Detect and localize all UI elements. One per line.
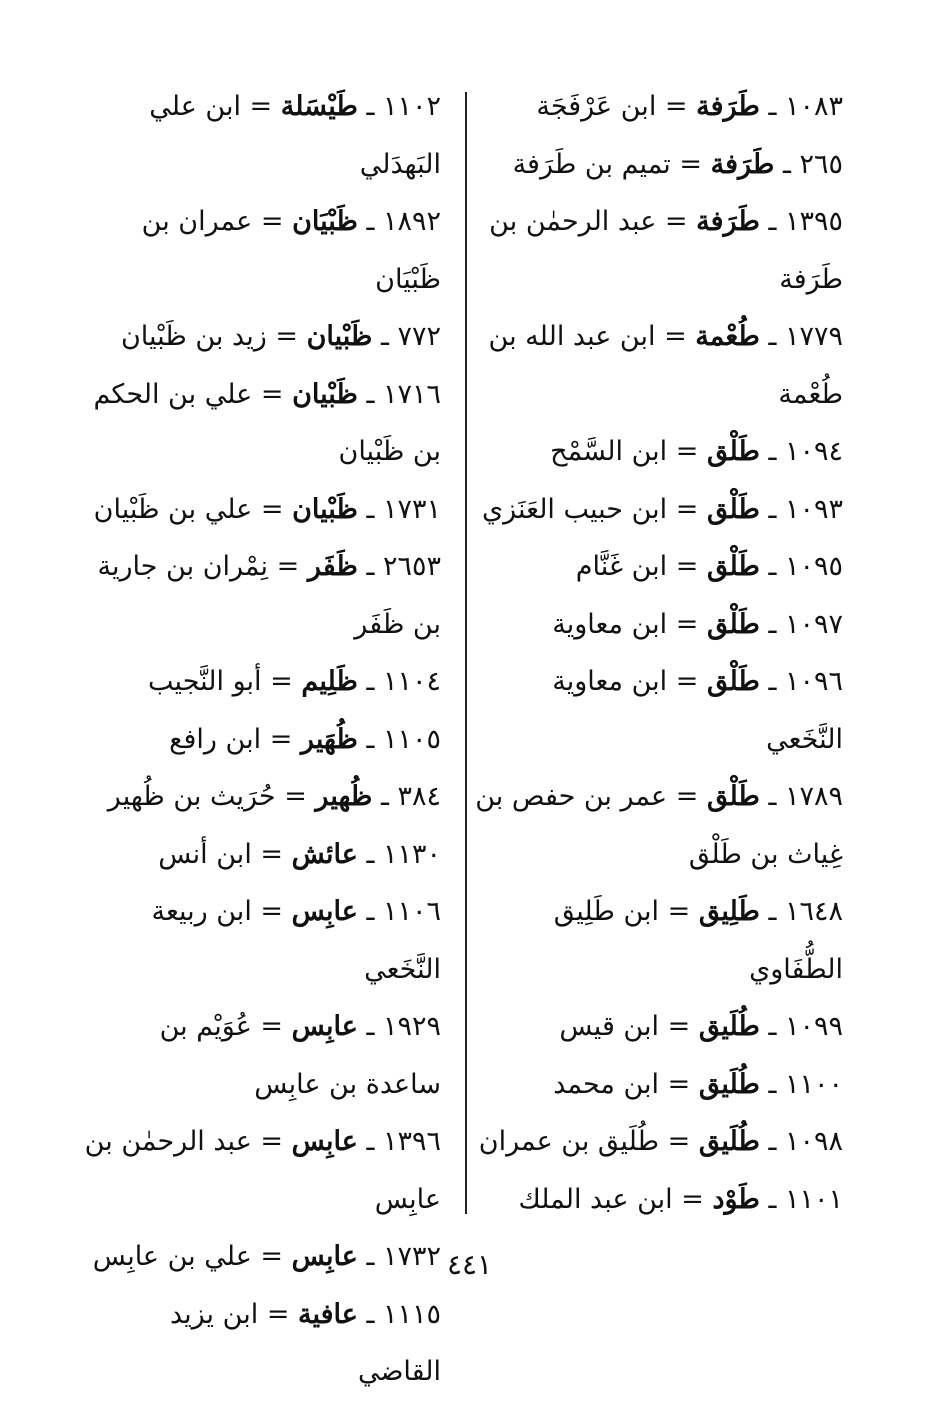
entry-headword: طَلْق [706,493,760,525]
entry-headword: ظَبْيان [292,378,358,410]
equals-separator: = [667,551,707,582]
equals-separator: = [659,896,699,927]
index-entry [81,826,441,884]
index-entry [81,308,441,366]
dash-separator: ـ [372,781,398,812]
left-column [81,78,441,1401]
entry-number: ١٠٩٤ [784,436,843,467]
dash-separator: ـ [357,723,383,755]
equals-separator: = [656,91,697,122]
entry-number: ١٧٣١ [382,493,441,525]
entry-number: ٣٨٤ [397,781,441,812]
entry-full-name: ابن علي البَهدَلي [149,91,441,180]
entry-full-name: ابن ربيعة النَّخَعي [151,896,441,985]
entry-headword: عابِس [291,1126,358,1157]
entry-number: ١١١٥ [382,1298,441,1330]
equals-separator: = [251,896,292,927]
entry-headword: طَوْد [712,1183,760,1215]
entry-number: ١٠٩٩ [784,1011,843,1042]
equals-separator: = [659,1068,699,1100]
entry-full-name: ابن معاوية النَّخَعي [552,666,843,755]
dash-separator: ـ [372,321,398,352]
entry-full-name: أبو النَّجيب [148,666,262,697]
dash-separator: ـ [357,1298,383,1330]
entry-full-name: علي بن ظَبْيان [93,493,253,525]
dash-separator: ـ [357,91,383,122]
index-entry [473,1056,843,1114]
dash-separator: ـ [759,551,785,582]
equals-separator: = [667,436,707,467]
equals-separator: = [251,1011,292,1042]
equals-separator: = [258,1298,299,1330]
equals-separator: = [667,493,707,525]
column-divider [465,92,467,1214]
entry-headword: طَرَفة [696,91,760,122]
entry-full-name: نِمْران بن جارية بن ظَفَر [97,551,441,640]
index-entry [81,1113,441,1228]
entry-headword: طُلَيق [698,1011,760,1042]
entry-number: ١٠٩٦ [784,666,843,697]
entry-headword: ظَبْيَان [292,206,358,237]
equals-separator: = [667,666,707,697]
entry-full-name: ابن حبيب العَنَزي [481,493,668,525]
entry-headword: طُعْمة [695,321,760,352]
equals-separator: = [251,1241,292,1272]
entry-full-name: زيد بن ظَبْيان [120,321,267,352]
index-entry [473,1113,843,1171]
entry-number: ١٠٩٣ [784,493,843,525]
entry-number: ١٣٩٥ [784,206,843,237]
entry-number: ١٠٩٧ [784,608,843,640]
entry-full-name: عبد الرحمٰن بن عابِس [84,1126,441,1215]
equals-separator: = [659,1126,699,1157]
entry-number: ٢٦٥ [799,148,843,180]
entry-full-name: تميم بن طَرَفة [512,148,671,180]
entry-number: ١٨٩٢ [382,206,441,237]
entry-headword: طَلْق [706,608,760,640]
entry-headword: عائش [291,838,358,870]
equals-separator: = [667,781,707,812]
entry-headword: ظَفَر [307,551,358,582]
dash-separator: ـ [759,1068,785,1100]
index-entry [81,883,441,998]
dash-separator: ـ [759,91,785,122]
equals-separator: = [659,1011,699,1042]
index-entry [81,78,441,193]
entry-full-name: علي بن الحكم بن ظَبْيان [93,378,441,467]
entry-full-name: عُوَيْم بن ساعدة بن عابِس [159,1011,441,1100]
entry-full-name: ابن عبد الله بن طُعْمة [488,321,843,410]
dash-separator: ـ [759,781,785,812]
index-entry [473,596,843,654]
entry-number: ١١٠٤ [382,666,441,697]
entry-full-name: طُلَيق بن عمران [478,1126,660,1157]
dash-separator: ـ [357,896,383,927]
index-entry [473,136,843,194]
entry-full-name: ابن قيس [559,1011,660,1042]
entry-number: ١٧٨٩ [784,781,843,812]
equals-separator: = [656,206,697,237]
entry-full-name: ابن السَّمْح [550,436,668,467]
dash-separator: ـ [357,666,383,697]
dash-separator: ـ [357,551,383,582]
dash-separator: ـ [759,608,785,640]
dash-separator: ـ [759,1011,785,1042]
dash-separator: ـ [759,1183,785,1215]
index-entry [473,423,843,481]
index-entry [473,481,843,539]
entry-number: ١١٣٠ [382,838,441,870]
entry-number: ١١٠٠ [784,1068,843,1100]
index-entry [81,998,441,1113]
entry-full-name: ابن رافع [169,723,262,755]
equals-separator: = [268,551,308,582]
dash-separator: ـ [357,206,383,237]
dash-separator: ـ [759,666,785,697]
index-entry [81,481,441,539]
dash-separator: ـ [759,896,785,927]
entry-headword: ظَبْيان [306,321,373,352]
entry-number: ١٠٩٨ [784,1126,843,1157]
equals-separator: = [266,321,307,352]
equals-separator: = [655,321,696,352]
entry-full-name: عمران بن ظَبْيَان [141,206,441,295]
entry-full-name: حُرَيث بن ظُهير [107,781,276,812]
entry-headword: عابِس [291,1241,358,1272]
dash-separator: ـ [357,1011,383,1042]
dash-separator: ـ [357,1126,383,1157]
entry-full-name: ابن محمد [553,1068,660,1100]
entry-full-name: ابن يزيد القاضي [169,1298,441,1387]
dash-separator: ـ [759,206,785,237]
index-entry [473,538,843,596]
entry-headword: ظُهير [315,781,373,812]
entry-headword: طُلَيق [698,1126,760,1157]
entry-number: ١٧٧٩ [784,321,843,352]
entry-headword: طَلْق [706,436,760,467]
index-entry [473,883,843,998]
entry-headword: طَرَفة [710,148,775,180]
entry-number: ١٠٩٥ [784,551,843,582]
equals-separator: = [251,1126,292,1157]
entry-number: ١١٠٢ [382,91,441,122]
entry-full-name: عمر بن حفص بن غِياث بن طَلْق [475,781,843,870]
entry-headword: طَلْق [706,551,760,582]
dash-separator: ـ [759,321,785,352]
equals-separator: = [240,91,281,122]
index-entry [473,768,843,883]
dash-separator: ـ [759,493,785,525]
index-entry [81,711,441,769]
entry-number: ٢٦٥٣ [382,551,441,582]
entry-number: ١٧١٦ [382,378,441,410]
entry-number: ١٩٢٩ [382,1011,441,1042]
entry-headword: طَيْسَلة [280,91,358,122]
index-entry [473,1171,843,1229]
equals-separator: = [252,206,293,237]
entry-full-name: ابن طَلِيق الطُّفَاوي [553,896,843,985]
entry-full-name: ابن أنس [158,838,252,870]
right-column [473,78,843,1228]
index-entry [81,768,441,826]
index-entry [473,193,843,308]
entry-number: ١١٠٦ [382,896,441,927]
equals-separator: = [251,838,292,870]
index-entry [473,653,843,768]
index-entry [473,78,843,136]
dash-separator: ـ [357,493,383,525]
entry-headword: عافية [298,1298,358,1330]
dash-separator: ـ [759,1126,785,1157]
dash-separator: ـ [759,436,785,467]
equals-separator: = [261,666,302,697]
equals-separator: = [275,781,316,812]
dash-separator: ـ [357,838,383,870]
index-entry [473,998,843,1056]
entry-headword: ظَبْيان [292,493,358,525]
equals-separator: = [252,378,293,410]
entry-full-name: ابن عَرْفَجَة [536,91,657,122]
entry-headword: ظَلِيم [301,666,358,697]
entry-number: ١٦٤٨ [784,896,843,927]
index-entry [473,308,843,423]
entry-headword: طَرَفة [696,206,760,237]
entry-headword: طَلْق [706,666,760,697]
entry-number: ١١٠٥ [382,723,441,755]
entry-headword: طُلَيق [698,1068,760,1100]
equals-separator: = [252,493,293,525]
entry-number: ١٣٩٦ [382,1126,441,1157]
index-entry [81,538,441,653]
entry-number: ١٠٨٣ [784,91,843,122]
dash-separator: ـ [357,1241,383,1272]
entry-headword: عابِس [291,1011,358,1042]
dash-separator: ـ [774,148,800,180]
entry-headword: ظُهَير [300,723,358,755]
entry-full-name: ابن عبد الملك [518,1183,673,1215]
equals-separator: = [667,608,707,640]
index-entry [81,1286,441,1401]
entry-full-name: عبد الرحمٰن بن طَرَفة [489,206,843,295]
equals-separator: = [261,723,301,755]
equals-separator: = [670,148,711,180]
entry-headword: طَلْق [706,781,760,812]
entry-headword: عابِس [291,896,358,927]
entry-number: ١٧٣٢ [382,1241,441,1272]
entry-full-name: ابن معاوية [552,608,668,640]
equals-separator: = [672,1183,713,1215]
entry-number: ١١٠١ [784,1183,843,1215]
index-entry [81,193,441,308]
entry-headword: طَلِيق [698,896,760,927]
entry-full-name: ابن غَنَّام [575,551,668,582]
index-entry [81,653,441,711]
dash-separator: ـ [357,378,383,410]
index-entry [81,366,441,481]
entry-number: ٧٧٢ [397,321,441,352]
entry-full-name: علي بن عابِس [92,1241,252,1272]
page-number: ٤٤١ [446,1248,493,1281]
